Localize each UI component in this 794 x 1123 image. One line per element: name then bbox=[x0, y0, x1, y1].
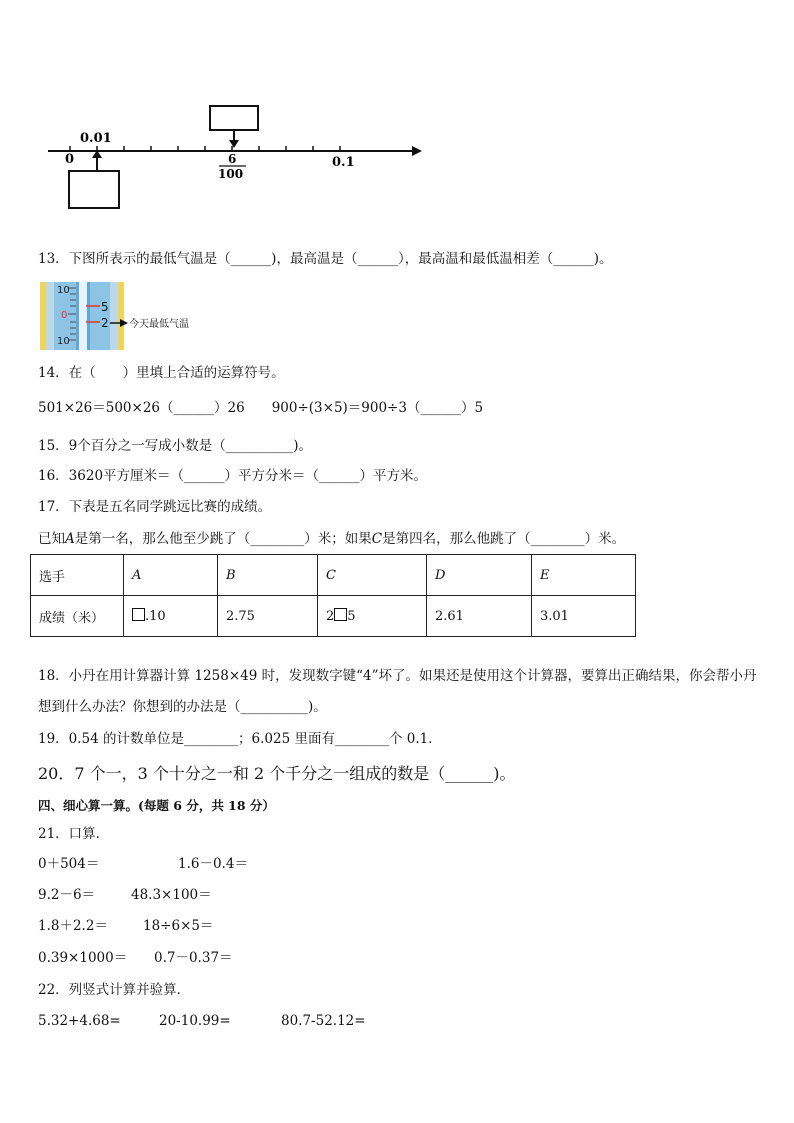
label-0-01: 0.01 bbox=[80, 131, 112, 146]
var-c: C bbox=[371, 531, 383, 547]
player-e: E bbox=[532, 555, 636, 596]
answer-box-bottom bbox=[69, 171, 119, 208]
blank-box bbox=[132, 608, 145, 621]
var-a: A bbox=[65, 531, 75, 547]
score-c-suffix: 5 bbox=[347, 609, 356, 624]
section-4-heading: 四、细心算一算。(每题 6 分，共 18 分） bbox=[38, 798, 275, 813]
oral-calc-1a: 0＋504＝ bbox=[38, 856, 100, 872]
q17-pre: 已知 bbox=[38, 531, 65, 547]
q17-mid: 是第一名，那么他至少跳了（________）米；如果 bbox=[74, 531, 372, 547]
score-a bbox=[124, 596, 218, 637]
mark-2: 2 bbox=[101, 316, 109, 330]
player-b: B bbox=[218, 555, 318, 596]
table-row bbox=[31, 555, 636, 596]
score-c bbox=[318, 596, 427, 637]
label-0-1: 0.1 bbox=[332, 155, 355, 170]
thermometer-figure bbox=[40, 282, 210, 350]
question-19: 19．0.54 的计数单位是________；6.025 里面有________个 0.1． bbox=[38, 731, 442, 747]
question-22: 22．列竖式计算并验算． bbox=[38, 982, 191, 998]
question-14: 14．在（ ）里填上合适的运算符号。 bbox=[38, 365, 285, 381]
oral-calc-3a: 1.8＋2.2＝ bbox=[38, 918, 108, 934]
oral-calc-4b: 0.7－0.37＝ bbox=[154, 950, 233, 966]
label-100: 100 bbox=[218, 167, 244, 181]
question-13: 13．下图所表示的最低气温是（______)，最高温是（______），最高温和最低温相差（______)。 bbox=[38, 251, 613, 267]
oral-calc-3b: 18÷6×5＝ bbox=[143, 918, 214, 934]
question-16: 16．3620平方厘米＝（______）平方分米＝（______）平方米。 bbox=[38, 468, 428, 484]
answer-box-top bbox=[210, 106, 258, 130]
label-6: 6 bbox=[228, 152, 237, 166]
question-15: 15．9个百分之一写成小数是（__________)。 bbox=[38, 438, 313, 454]
score-b: 2.75 bbox=[218, 596, 318, 637]
blank-box bbox=[334, 608, 347, 621]
vertical-calc-3: 80.7-52.12= bbox=[281, 1013, 366, 1029]
question-14-line: 501×26＝500×26（______）26 900÷(3×5)＝900÷3（______）5 bbox=[38, 400, 484, 416]
score-e: 3.01 bbox=[532, 596, 636, 637]
question-17: 17．下表是五名同学跳远比赛的成绩。 bbox=[38, 499, 272, 515]
mark-5: 5 bbox=[101, 300, 109, 314]
question-17-line bbox=[38, 530, 625, 548]
question-18-line1: 18．小丹在用计算器计算 1258×49 时，发现数字键“4”坏了。如果还是使用这个计算器，要算出正确结果，你会帮小丹 bbox=[38, 668, 757, 684]
vertical-calc-1: 5.32+4.68= bbox=[38, 1013, 121, 1029]
tick-10-top: 10 bbox=[57, 285, 70, 296]
table-row bbox=[31, 596, 636, 637]
label-0: 0 bbox=[65, 152, 75, 167]
player-c: C bbox=[318, 555, 427, 596]
tick-0: 0 bbox=[61, 310, 68, 321]
question-21: 21．口算． bbox=[38, 826, 110, 842]
scores-table bbox=[30, 554, 636, 637]
question-18-line2: 想到什么办法？你想到的办法是（__________)。 bbox=[38, 699, 327, 715]
header-label: 选手 bbox=[31, 555, 124, 596]
oral-calc-4a: 0.39×1000＝ bbox=[38, 950, 128, 966]
oral-calc-1b: 1.6－0.4＝ bbox=[178, 856, 248, 872]
vertical-calc-2: 20-10.99= bbox=[159, 1013, 231, 1029]
oral-calc-2a: 9.2－6＝ bbox=[38, 887, 96, 903]
score-a-value: .10 bbox=[145, 609, 166, 624]
player-d: D bbox=[427, 555, 532, 596]
row-label: 成绩（米） bbox=[31, 596, 124, 637]
score-d: 2.61 bbox=[427, 596, 532, 637]
q17-post: 是第四名，那么他跳了（________）米。 bbox=[382, 531, 626, 547]
player-a: A bbox=[124, 555, 218, 596]
oral-calc-2b: 48.3×100＝ bbox=[131, 887, 212, 903]
arrow-label: 今天最低气温 bbox=[129, 319, 189, 330]
score-c-prefix: 2 bbox=[326, 609, 335, 624]
number-line-figure bbox=[40, 100, 430, 215]
tick-10-bottom: 10 bbox=[57, 336, 70, 347]
question-20: 20．7 个一，3 个十分之一和 2 个千分之一组成的数是（______)。 bbox=[38, 764, 516, 783]
